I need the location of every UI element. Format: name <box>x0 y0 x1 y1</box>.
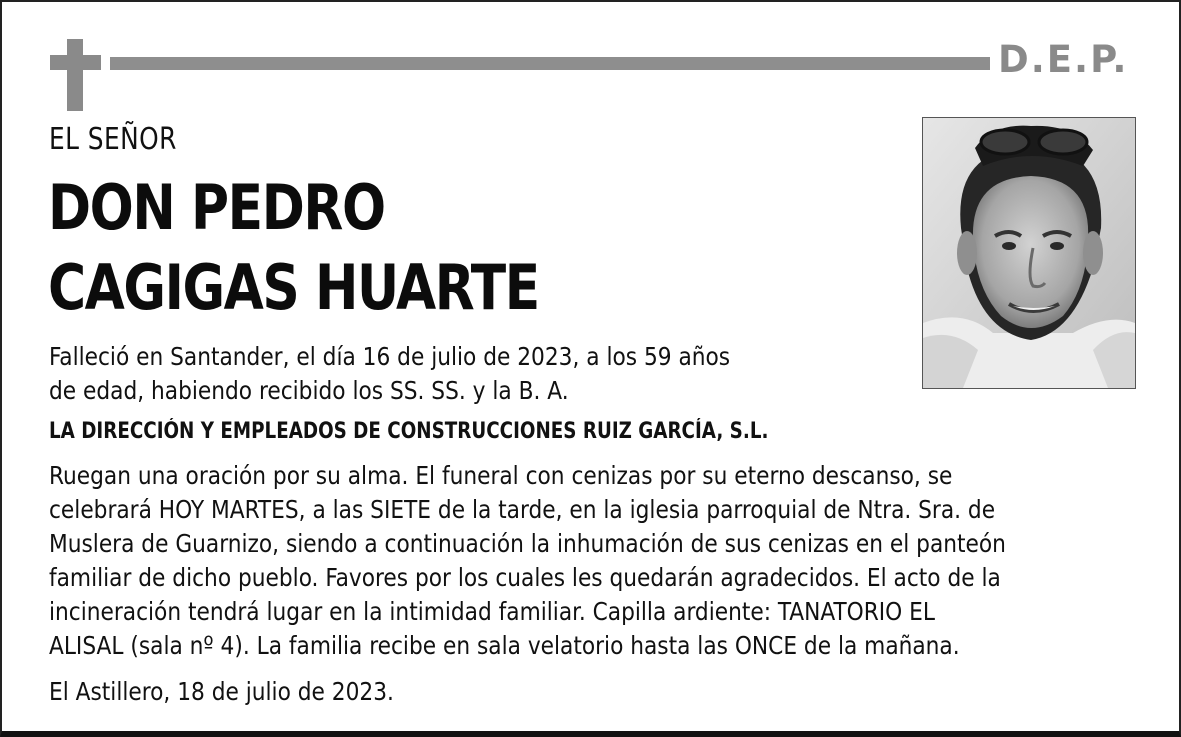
closing-date: El Astillero, 18 de julio de 2023. <box>49 677 394 706</box>
company-heading: LA DIRECCIÓN Y EMPLEADOS DE CONSTRUCCIONES RUIZ GARCÍA, S.L. <box>49 419 769 444</box>
body-line: Muslera de Guarnizo, siendo a continuación la inhumación de sus cenizas en el panteón <box>49 529 1006 558</box>
body-line: ALISAL (sala nº 4). La familia recibe en sala velatorio hasta las ONCE de la mañana. <box>49 631 960 660</box>
deceased-name-line1: DON PEDRO <box>48 171 385 244</box>
body-text <box>49 459 1006 663</box>
portrait-photo <box>922 117 1136 389</box>
body-line: incineración tendrá lugar en la intimidad familiar. Capilla ardiente: TANATORIO EL <box>49 597 935 626</box>
body-line: celebrará HOY MARTES, a las SIETE de la tarde, en la iglesia parroquial de Ntra. Sra. de <box>49 495 996 524</box>
body-line: Ruegan una oración por su alma. El funeral con cenizas por su eterno descanso, se <box>49 461 953 490</box>
death-notice-line: de edad, habiendo recibido los SS. SS. y la B. A. <box>49 376 569 405</box>
death-notice-line: Falleció en Santander, el día 16 de julio de 2023, a los 59 años <box>49 342 731 371</box>
header-rule <box>110 57 990 70</box>
cross-icon <box>50 39 101 111</box>
honorific: EL SEÑOR <box>49 122 177 157</box>
dep-label: D.E.P. <box>998 38 1129 81</box>
deceased-name-line2: CAGIGAS HUARTE <box>48 251 539 324</box>
body-line: familiar de dicho pueblo. Favores por los cuales les quedarán agradecidos. El acto de la <box>49 563 1001 592</box>
